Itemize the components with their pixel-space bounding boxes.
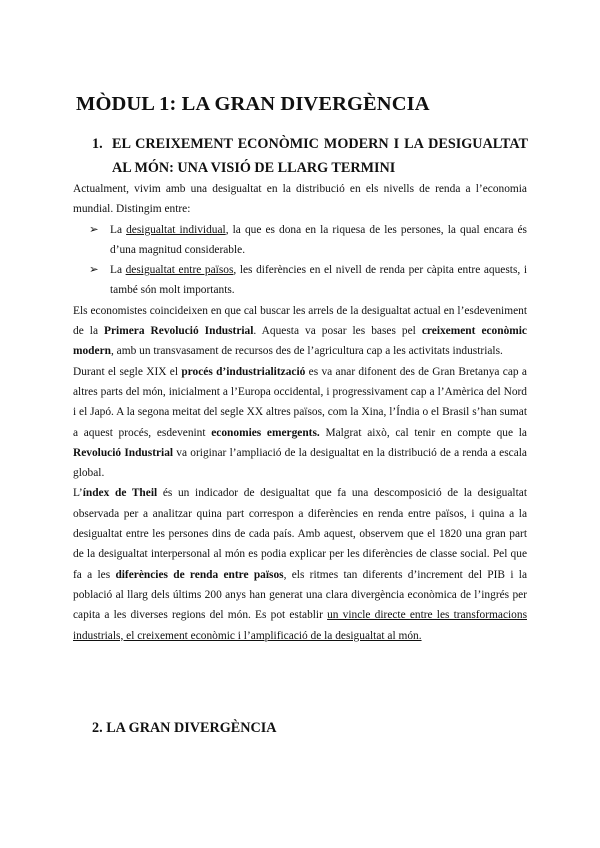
term-individual-inequality: desigualtat individual	[126, 223, 226, 236]
paragraph-industrialization: Durant el segle XIX el procés d’industrialització es va anar difonent des de Gran Bretanya cap a altres parts del món, inicialment a l’Europa occidental, i progressivament cap a l’Amèrica del Nord i el Japó. A la segona meitat del segle XX altres països, com la Xina, l’Índia o el Brasil s’han sumat a aquest procés, esdevenint economies emergents. Malgrat això, cal tenir en compte que la Revolució Industrial va originar l’ampliació de la desigualtat en la distribució de a renda a escala global.	[73, 365, 527, 480]
term-country-inequality: desigualtat entre països	[125, 264, 234, 277]
arrow-bullet-icon: ➢	[89, 264, 99, 277]
bullet-list	[73, 220, 527, 301]
section-2-title: LA GRAN DIVERGÈNCIA	[106, 720, 277, 736]
section-2-number: 2.	[92, 720, 103, 736]
section-1-title: EL CREIXEMENT ECONÒMIC MODERN I LA DESIGUALTAT AL MÓN: UNA VISIÓ DE LLARG TERMINI	[112, 136, 528, 176]
bullet-country-inequality: ➢ La desigualtat entre països, les diferències en el nivell de renda per càpita entre aquests, i també són molt importants.	[73, 260, 527, 301]
body-text	[73, 179, 527, 646]
paragraph-theil-index: L’índex de Theil és un indicador de desigualtat que fa una descomposició de la desigualtat observada per a analitzar quina part correspon a diferències en renda entre països, i quina a la desigualtat entre les persones dins de cada país. Amb aquest, observem que el 1820 una gran part de la desigualtat interpersonal al món es podia explicar per les diferències de classe social. Pel que fa a les diferències de renda entre països, els ritmes tan diferents d’increment del PIB i la població al llarg dels últims 200 anys han generat una clara divergència econòmica de l’ingrés per capita a les diverses regions del món. Es pot establir un vincle directe entre les transformacions industrials, el creixement econòmic i l’amplificació de la desigualtat al món.	[73, 487, 527, 642]
paragraph-intro: Actualment, vivim amb una desigualtat en la distribució en els nivells de renda a l’economia mundial. Distingim entre:	[73, 183, 527, 216]
section-1-number: 1.	[92, 136, 103, 152]
bullet-individual-inequality: ➢ La desigualtat individual, la que es dona en la riquesa de les persones, la qual encara és d’una magnitud considerable.	[73, 220, 527, 261]
section-1-heading	[92, 132, 528, 180]
section-2-heading	[92, 720, 276, 737]
module-title: MÒDUL 1: LA GRAN DIVERGÈNCIA	[76, 93, 430, 115]
arrow-bullet-icon: ➢	[89, 223, 99, 236]
paragraph-industrial-revolution: Els economistes coincideixen en que cal buscar les arrels de la desigualtat actual en l’esdeveniment de la Primera Revolució Industrial. Aquesta va posar les bases pel creixement econòmic modern, amb un transvasament de recursos des de l’agricultura cap a les activitats industrials.	[73, 304, 527, 358]
